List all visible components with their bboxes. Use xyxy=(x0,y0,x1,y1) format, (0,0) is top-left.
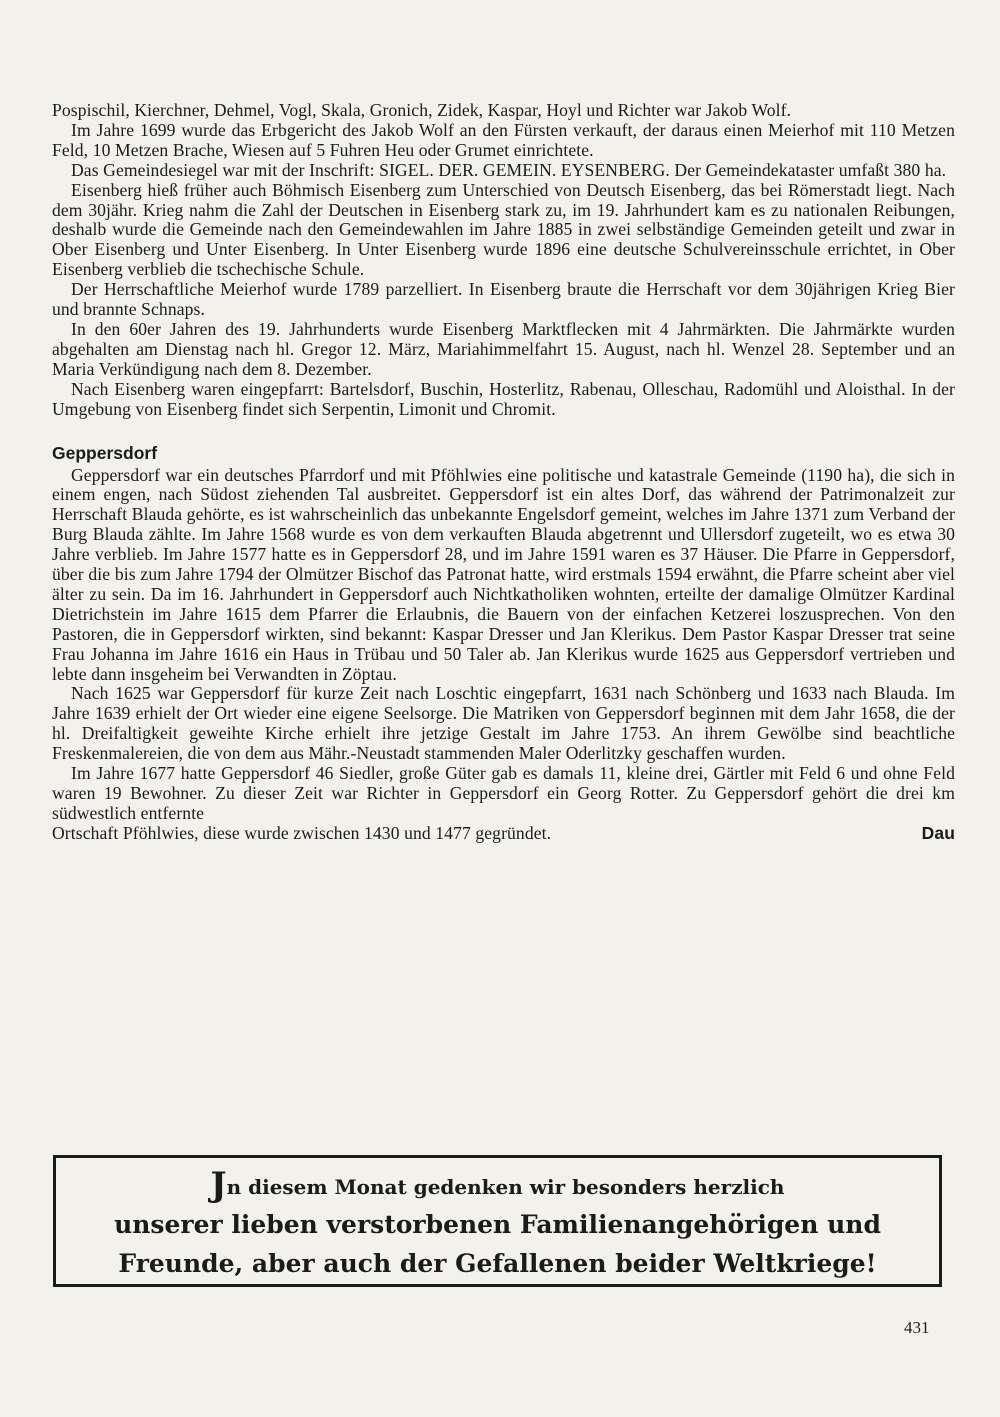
paragraph: Nach 1625 war Geppersdorf für kurze Zeit nach Loschtic eingepfarrt, 1631 nach Schönberg und 1633 nach Blauda. Im Jahre 1639 erhielt der Ort wieder eine eigene Seelsorge. Die Matriken von Geppersdorf beginnen mit dem Jahr 1658, die der hl. Dreifaltigkeit geweihte Kirche erhielt ihre jetzige Gestalt im Jahre 1753. An ihrem Gewölbe sind beachtliche Freskenmalereien, die von dem aus Mähr.-Neustadt stammenden Maler Oderlitzky geschaffen wurden. xyxy=(52,683,955,764)
section-heading: Geppersdorf xyxy=(52,442,158,463)
paragraph: Der Herrschaftliche Meierhof wurde 1789 parzelliert. In Eisenberg braute die Herrschaft vor dem 30jährigen Krieg Bier und brannte Schnaps. xyxy=(52,279,955,320)
paragraph: Im Jahre 1677 hatte Geppersdorf 46 Siedler, große Güter gab es damals 11, kleine drei, Gärtler mit Feld 6 und ohne Feld waren 19 Bewohner. Zu dieser Zeit war Richter in Geppersdorf ein Georg Rotter. Zu Geppersdorf gehört die drei km südwestlich entfernte xyxy=(52,763,955,823)
memorial-line-2: unserer lieben verstorbenen Familienangehörigen und xyxy=(114,1210,881,1239)
author-signature: Dau xyxy=(921,822,955,843)
memorial-line-1 xyxy=(56,1165,939,1205)
memorial-line-1-text: n diesem Monat gedenken wir besonders herzlich xyxy=(226,1175,785,1199)
paragraph: Im Jahre 1699 wurde das Erbgericht des Jakob Wolf an den Fürsten verkauft, der daraus einen Meierhof mit 110 Metzen Feld, 10 Metzen Brache, Wiesen auf 5 Fuhren Heu oder Grumet einrichtete. xyxy=(52,119,955,160)
page-number: 431 xyxy=(904,1318,930,1337)
paragraph: In den 60er Jahren des 19. Jahrhunderts wurde Eisenberg Marktflecken mit 4 Jahrmärkten. Die Jahrmärkte wurden abgehalten am Dienstag nach hl. Gregor 12. März, Mariahimmelfahrt 15. August, nach hl. Wenzel 28. September und an Maria Verkündigung nach dem 8. Dezember. xyxy=(52,318,955,379)
article-column xyxy=(52,101,955,844)
memorial-box xyxy=(53,1155,942,1287)
paragraph: Nach Eisenberg waren eingepfarrt: Bartelsdorf, Buschin, Hosterlitz, Rabenau, Olleschau, Radomühl und Aloisthal. In der Umgebung von Eisenberg findet sich Serpentin, Limonit und Chromit. xyxy=(52,378,955,419)
final-line-text: Ortschaft Pföhlwies, diese wurde zwischen 1430 und 1477 gegründet. xyxy=(52,822,552,843)
paragraph: Das Gemeindesiegel war mit der Inschrift: SIGEL. DER. GEMEIN. EYSENBERG. Der Gemeindekataster umfaßt 380 ha. xyxy=(71,159,947,180)
paragraph: Geppersdorf war ein deutsches Pfarrdorf und mit Pföhlwies eine politische und katastrale Gemeinde (1190 ha), die sich in einem engen, nach Südost ziehenden Tal ausbreitet. Geppersdorf ist ein altes Dorf, das während der Patrimonalzeit zur Herrschaft Blauda gehörte, es ist wahrscheinlich das unbekannte Engelsdorf gemeint, welches im Jahre 1371 zum Verband der Burg Blauda zählte. Im Jahre 1568 wurde es von dem verkauften Blauda abgetrennt und Ullersdorf zugeteilt, wo es etwa 30 Jahre verblieb. Im Jahre 1577 hatte es in Geppersdorf 28, und im Jahre 1591 waren es 37 Häuser. Die Pfarre in Geppersdorf, über die bis zum Jahre 1794 der Olmützer Bischof das Patronat hatte, wird erstmals 1594 erwähnt, die Pfarre scheint aber viel älter zu sein. Da im 16. Jahrhundert in Geppersdorf auch Nichtkatholiken wohnten, erteilte der damalige Olmützer Kardinal Dietrichstein im Jahre 1615 dem Pfarrer die Erlaubnis, die Bauern von der einfachen Ketzerei loszusprechen. Von den Pastoren, die in Geppersdorf wirkten, sind bekannt: Kaspar Dresser und Jan Klerikus. Dem Pastor Kaspar Dresser trat seine Frau Johanna im Jahre 1616 ein Haus in Trübau und 50 Taler ab. Jan Klerikus wurde 1625 aus Geppersdorf vertrieben und lebte dann insgeheim bei Verwandten in Zöptau. xyxy=(52,464,955,684)
memorial-line-3: Freunde, aber auch der Gefallenen beider Weltkriege! xyxy=(118,1249,877,1278)
paragraphs-eisenberg xyxy=(52,101,955,420)
final-line xyxy=(52,824,955,844)
memorial-initial: J xyxy=(210,1165,227,1205)
paragraphs-geppersdorf xyxy=(52,466,955,844)
paragraph: Eisenberg hieß früher auch Böhmisch Eisenberg zum Unterschied von Deutsch Eisenberg, das bei Römerstadt liegt. Nach dem 30jähr. Krieg nahm die Zahl der Deutschen in Eisenberg stark zu, im 19. Jahrhundert kam es zu nationalen Reibungen, deshalb wurde die Gemeinde nach den Gemeindewahlen im Jahre 1885 in zwei selbständige Gemeinden geteilt und zwar in Ober Eisenberg und Unter Eisenberg. In Unter Eisenberg wurde 1896 eine deutsche Schulvereinsschule errichtet, in Ober Eisenberg verblieb die tschechische Schule. xyxy=(52,179,955,280)
paragraph: Pospischil, Kierchner, Dehmel, Vogl, Skala, Gronich, Zidek, Kaspar, Hoyl und Richter war Jakob Wolf. xyxy=(52,100,792,120)
